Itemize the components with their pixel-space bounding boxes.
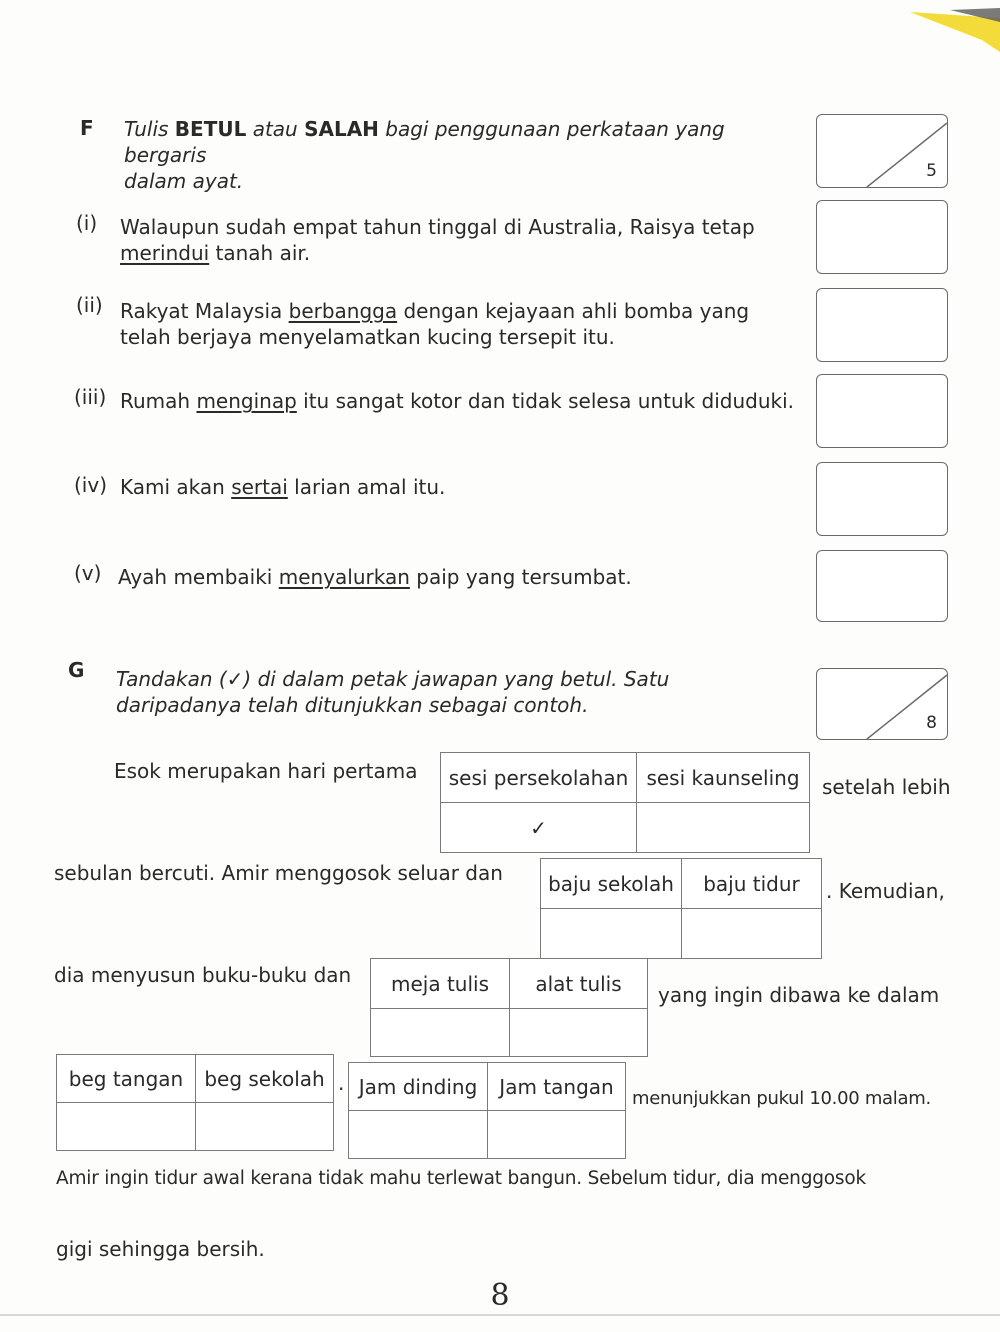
- instr-salah: SALAH: [304, 117, 379, 141]
- option-table-2: [540, 858, 822, 959]
- section-f-instruction: [124, 116, 804, 194]
- option-1a-checkbox[interactable]: [441, 803, 637, 853]
- option-2b-label: baju tidur: [682, 859, 822, 909]
- answer-box-i[interactable]: [816, 200, 948, 274]
- section-f-letter: F: [80, 116, 94, 140]
- item-ii-line2: telah berjaya menyelamatkan kucing tersepit itu.: [120, 325, 615, 349]
- item-i-before: Walaupun sudah empat tahun tinggal di Australia, Raisya tetap: [120, 215, 755, 239]
- item-iv-text: [120, 474, 800, 500]
- item-iv-after: larian amal itu.: [287, 475, 446, 499]
- item-i-after: tanah air.: [209, 241, 311, 265]
- item-iii-text: [120, 388, 800, 414]
- footer-divider: [0, 1314, 1000, 1316]
- option-4a-checkbox[interactable]: [57, 1103, 196, 1151]
- answer-box-iii[interactable]: [816, 374, 948, 448]
- instr-betul: BETUL: [174, 117, 247, 141]
- check-mark-icon: ✓: [530, 815, 547, 840]
- item-iv-number: (iv): [74, 473, 107, 497]
- section-g-letter: G: [68, 658, 85, 682]
- option-5b-label: Jam tangan: [488, 1063, 626, 1111]
- item-v-word: menyalurkan: [278, 565, 410, 589]
- item-iv-word: sertai: [231, 475, 288, 499]
- instr-line2: dalam ayat.: [124, 169, 244, 193]
- item-v-before: Ayah membaiki: [118, 565, 279, 589]
- section-f-score-box: [816, 114, 948, 188]
- cloze-text-5b: menunjukkan pukul 10.00 malam.: [632, 1088, 931, 1109]
- item-ii-number: (ii): [76, 293, 103, 317]
- section-g-score-box: [816, 668, 948, 740]
- item-ii-word: berbangga: [288, 299, 398, 323]
- cloze-text-1b: setelah lebih: [822, 775, 951, 799]
- item-i-word: merindui: [120, 241, 210, 265]
- item-iii-after: itu sangat kotor dan tidak selesa untuk diduduki.: [296, 389, 795, 413]
- option-4b-checkbox[interactable]: [196, 1103, 334, 1151]
- option-2b-checkbox[interactable]: [682, 909, 822, 959]
- option-3b-label: alat tulis: [510, 959, 648, 1009]
- cloze-text-6: Amir ingin tidur awal kerana tidak mahu terlewat bangun. Sebelum tidur, dia menggosok: [56, 1168, 866, 1189]
- answer-box-ii[interactable]: [816, 288, 948, 362]
- option-3a-label: meja tulis: [371, 959, 510, 1009]
- option-2a-checkbox[interactable]: [541, 909, 682, 959]
- option-table-3: [370, 958, 648, 1057]
- cloze-text-1: Esok merupakan hari pertama: [114, 759, 418, 783]
- item-v-after: paip yang tersumbat.: [409, 565, 632, 589]
- option-table-1: [440, 752, 810, 853]
- instr-atau: atau: [252, 117, 298, 141]
- option-3b-checkbox[interactable]: [510, 1009, 648, 1057]
- item-i-text: [120, 214, 800, 266]
- g-instr-line1: Tandakan (✓) di dalam petak jawapan yang betul. Satu: [116, 667, 670, 691]
- item-ii-text: [120, 298, 800, 350]
- cloze-text-2b: . Kemudian,: [826, 879, 945, 903]
- answer-box-iv[interactable]: [816, 462, 948, 536]
- instr-pre: Tulis: [124, 117, 169, 141]
- answer-box-v[interactable]: [816, 550, 948, 622]
- section-g-score: 8: [926, 713, 937, 733]
- item-iv-before: Kami akan: [120, 475, 232, 499]
- cloze-text-3: dia menyusun buku-buku dan: [54, 963, 352, 987]
- option-5a-checkbox[interactable]: [349, 1111, 488, 1159]
- corner-decoration: [890, 0, 1000, 60]
- item-iii-before: Rumah: [120, 389, 197, 413]
- item-ii-line1: Rakyat Malaysia: [120, 299, 289, 323]
- item-ii-line1-after: dengan kejayaan ahli bomba yang: [397, 299, 750, 323]
- item-iii-number: (iii): [74, 385, 107, 409]
- cloze-text-2: sebulan bercuti. Amir menggosok seluar dan: [54, 861, 503, 885]
- page-number: 8: [490, 1278, 510, 1313]
- item-i-number: (i): [76, 211, 98, 235]
- section-g-instruction: [116, 666, 776, 718]
- cloze-text-3b: yang ingin dibawa ke dalam: [658, 983, 940, 1007]
- option-table-4: [56, 1054, 334, 1151]
- cloze-dot: .: [338, 1071, 345, 1095]
- option-5a-label: Jam dinding: [349, 1063, 488, 1111]
- option-table-5: [348, 1062, 626, 1159]
- option-1b-checkbox[interactable]: [637, 803, 810, 853]
- option-5b-checkbox[interactable]: [488, 1111, 626, 1159]
- item-iii-word: menginap: [196, 389, 297, 413]
- option-4b-label: beg sekolah: [196, 1055, 334, 1103]
- item-v-number: (v): [74, 561, 102, 585]
- option-4a-label: beg tangan: [57, 1055, 196, 1103]
- cloze-text-7: gigi sehingga bersih.: [56, 1237, 265, 1261]
- option-1a-label: sesi persekolahan: [441, 753, 637, 803]
- option-3a-checkbox[interactable]: [371, 1009, 510, 1057]
- option-1b-label: sesi kaunseling: [637, 753, 810, 803]
- g-instr-line2: daripadanya telah ditunjukkan sebagai contoh.: [116, 693, 589, 717]
- section-f-score: 5: [926, 161, 937, 181]
- instr-rest: bagi penggunaan perkataan yang bergaris: [124, 117, 725, 167]
- item-v-text: [118, 564, 798, 590]
- option-2a-label: baju sekolah: [541, 859, 682, 909]
